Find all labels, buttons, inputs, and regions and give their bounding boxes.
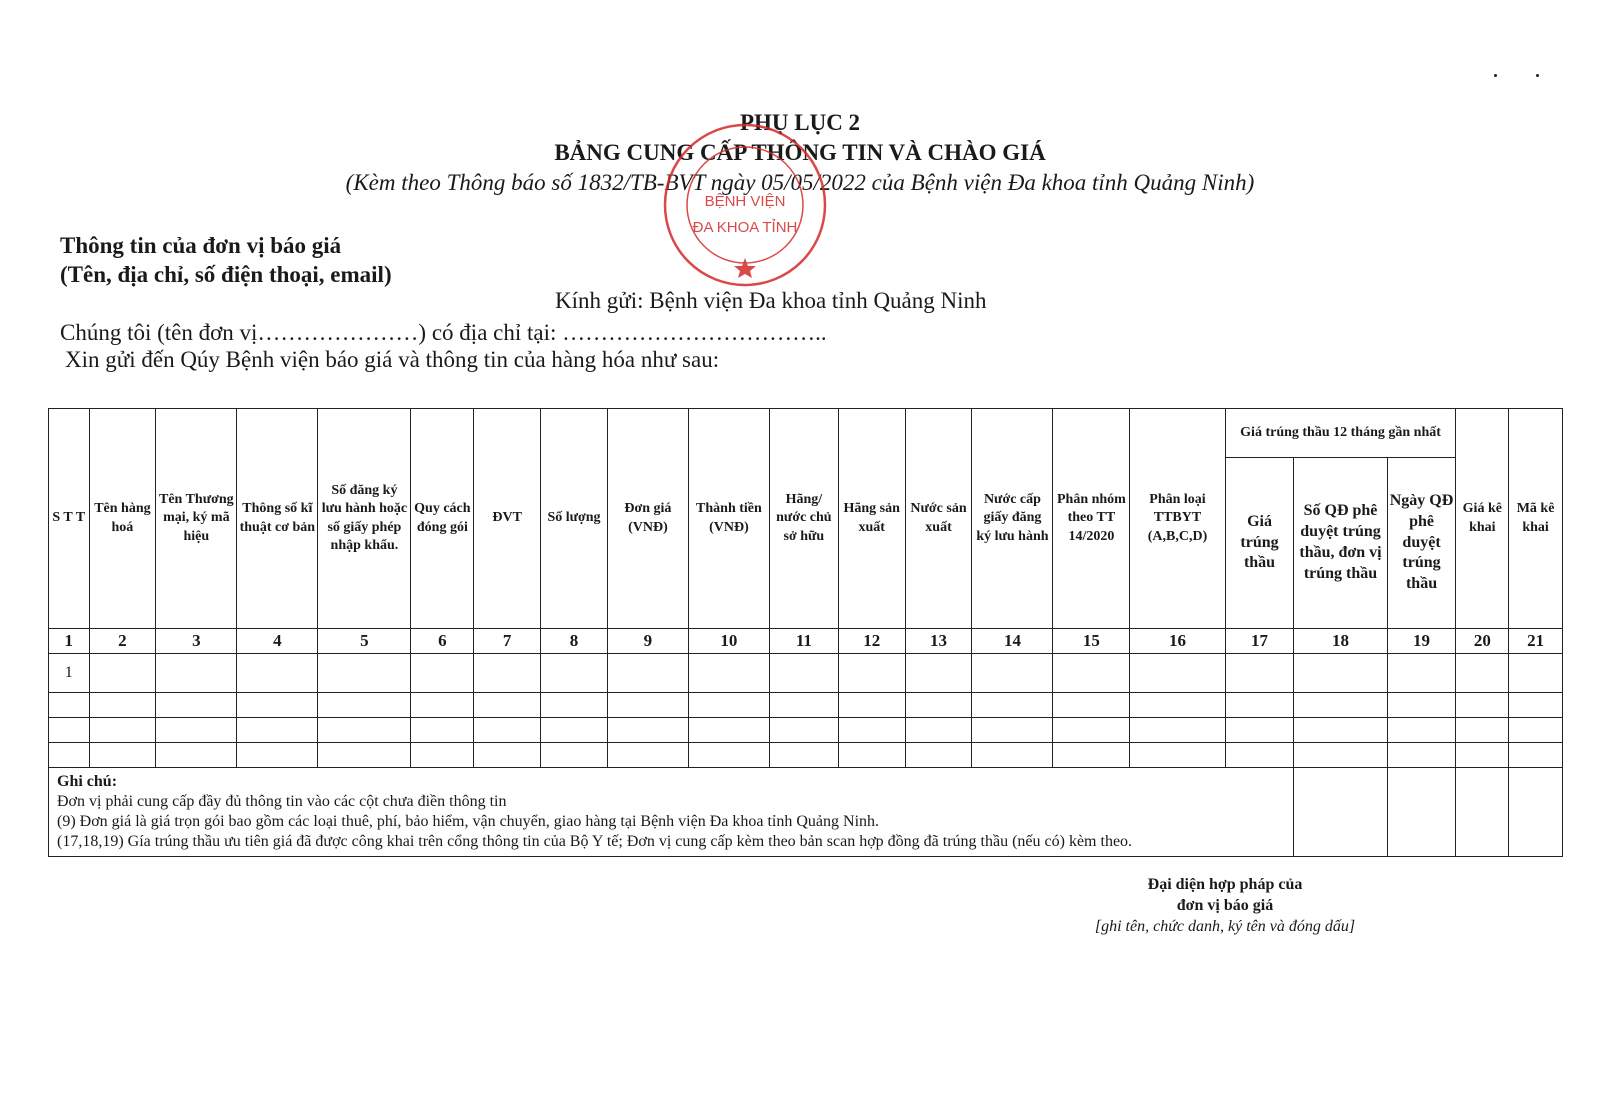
scan-speck bbox=[1494, 74, 1497, 77]
seal-line1: BỆNH VIỆN bbox=[704, 193, 786, 210]
col-number: 4 bbox=[237, 629, 318, 654]
table-row bbox=[49, 718, 1563, 743]
col-number: 17 bbox=[1225, 629, 1294, 654]
col-number: 21 bbox=[1509, 629, 1563, 654]
col-number: 3 bbox=[156, 629, 237, 654]
col-header-decision-number: Số QĐ phê duyệt trúng thầu, đơn vị trúng thầu bbox=[1294, 458, 1387, 629]
signature-instruction: [ghi tên, chức danh, ký tên và đóng dấu] bbox=[1094, 918, 1356, 935]
col-number: 9 bbox=[607, 629, 688, 654]
col-header-specs: Thông số kĩ thuật cơ bản bbox=[237, 409, 318, 629]
col-header-registration: Số đăng ký lưu hành hoặc số giấy phép nhập khẩu. bbox=[318, 409, 411, 629]
col-header-unit-price: Đơn giá (VNĐ) bbox=[607, 409, 688, 629]
col-number: 6 bbox=[411, 629, 474, 654]
col-number: 5 bbox=[318, 629, 411, 654]
col-number: 8 bbox=[541, 629, 608, 654]
col-header-stt: S T T bbox=[49, 409, 90, 629]
col-header-declared-price: Giá kê khai bbox=[1456, 409, 1509, 629]
table-row bbox=[49, 654, 1563, 693]
col-header-group: Phân nhóm theo TT 14/2020 bbox=[1053, 409, 1130, 629]
col-header-manufacturer: Hãng sản xuất bbox=[838, 409, 905, 629]
col-number: 20 bbox=[1456, 629, 1509, 654]
appendix-label: PHỤ LỤC 2 bbox=[739, 110, 861, 135]
document-title: BẢNG CUNG CẤP THÔNG TIN VÀ CHÀO GIÁ bbox=[554, 140, 1046, 165]
col-header-classification: Phân loại TTBYT (A,B,C,D) bbox=[1130, 409, 1225, 629]
notes-cell bbox=[49, 768, 1294, 857]
col-header-winning-price: Giá trúng thầu bbox=[1225, 458, 1294, 629]
signature-title-1: Đại diện hợp pháp của bbox=[1147, 876, 1303, 893]
col-number: 14 bbox=[972, 629, 1053, 654]
col-number: 11 bbox=[769, 629, 838, 654]
notes-line-3: (17,18,19) Gía trúng thầu ưu tiên giá đã được công khai trên cổng thông tin của Bộ Y tế; Đơn vị cung cấp kèm theo bản scan hợp đồng đã trúng thầu (nếu có) kèm theo. bbox=[57, 833, 1133, 851]
notes-title: Ghi chú: bbox=[57, 773, 118, 791]
col-number: 15 bbox=[1053, 629, 1130, 654]
vendor-info-subtitle: (Tên, địa chỉ, số điện thoại, email) bbox=[60, 262, 392, 287]
col-header-unit: ĐVT bbox=[474, 409, 541, 629]
col-number: 18 bbox=[1294, 629, 1387, 654]
col-header-product-name: Tên hàng hoá bbox=[89, 409, 156, 629]
intro-line: Xin gửi đến Qúy Bệnh viện báo giá và thông tin của hàng hóa như sau: bbox=[65, 347, 720, 372]
vendor-info-title: Thông tin của đơn vị báo giá bbox=[60, 233, 342, 258]
table-row bbox=[49, 743, 1563, 768]
col-header-trade-name: Tên Thương mại, ký mã hiệu bbox=[156, 409, 237, 629]
col-header-amount: Thành tiền (VNĐ) bbox=[688, 409, 769, 629]
col-number: 7 bbox=[474, 629, 541, 654]
col-number: 1 bbox=[49, 629, 90, 654]
col-header-registration-country: Nước cấp giấy đăng ký lưu hành bbox=[972, 409, 1053, 629]
col-header-owner: Hãng/ nước chủ sở hữu bbox=[769, 409, 838, 629]
greeting-line: Kính gửi: Bệnh viện Đa khoa tỉnh Quảng Ninh bbox=[555, 288, 987, 313]
table-row bbox=[49, 693, 1563, 718]
notes-row bbox=[49, 768, 1563, 857]
col-number: 13 bbox=[905, 629, 972, 654]
col-number: 10 bbox=[688, 629, 769, 654]
signature-title-2: đơn vị báo giá bbox=[1176, 897, 1274, 914]
col-number: 19 bbox=[1387, 629, 1456, 654]
col-header-decision-date: Ngày QĐ phê duyệt trúng thầu bbox=[1387, 458, 1456, 629]
row-stt: 1 bbox=[49, 654, 90, 693]
scan-speck bbox=[1536, 74, 1539, 77]
col-number: 2 bbox=[89, 629, 156, 654]
vendor-name-line: Chúng tôi (tên đơn vị…………………) có địa chỉ tại: …………………………….. bbox=[60, 320, 827, 345]
col-header-country: Nước sản xuất bbox=[905, 409, 972, 629]
notes-line-2: (9) Đơn giá là giá trọn gói bao gồm các loại thuê, phí, bảo hiểm, vận chuyển, giao hàng tại Bệnh viện Đa khoa tỉnh Quảng Ninh. bbox=[57, 813, 880, 831]
col-number: 16 bbox=[1130, 629, 1225, 654]
document-subtitle: (Kèm theo Thông báo số 1832/TB-BVT ngày 05/05/2022 của Bệnh viện Đa khoa tỉnh Quảng Ninh) bbox=[345, 170, 1255, 195]
col-header-declared-code: Mã kê khai bbox=[1509, 409, 1563, 629]
official-seal bbox=[660, 120, 830, 290]
quote-table bbox=[48, 408, 1563, 857]
seal-line2: ĐA KHOA TỈNH bbox=[692, 219, 798, 236]
notes-line-1: Đơn vị phải cung cấp đầy đủ thông tin vào các cột chưa điền thông tin bbox=[57, 793, 507, 811]
col-header-packaging: Quy cách đóng gói bbox=[411, 409, 474, 629]
col-header-quantity: Số lượng bbox=[541, 409, 608, 629]
col-header-group-winning-price: Giá trúng thầu 12 tháng gần nhất bbox=[1225, 409, 1456, 458]
col-number: 12 bbox=[838, 629, 905, 654]
